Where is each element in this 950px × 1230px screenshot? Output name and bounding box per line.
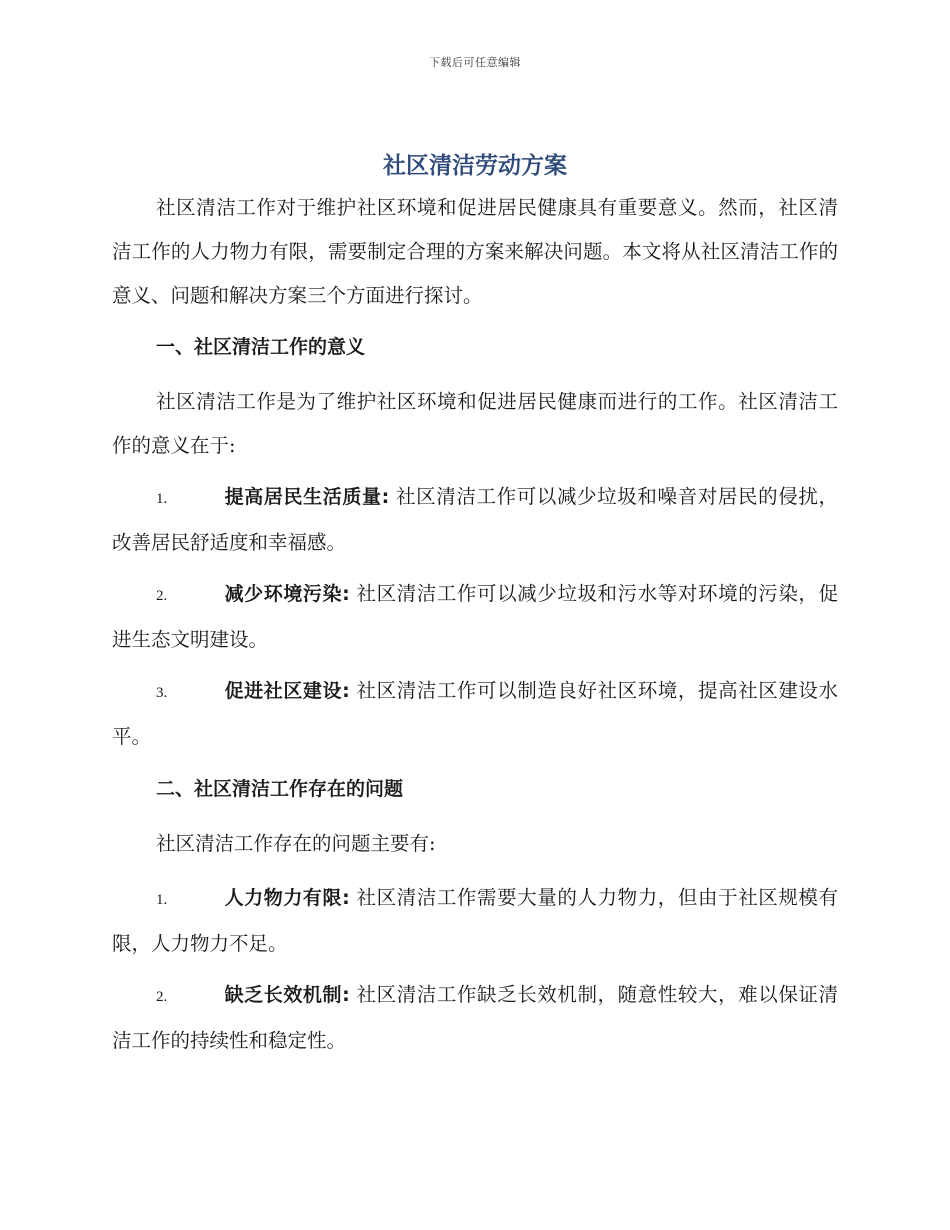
section1-heading-block [112, 325, 838, 369]
list-item [112, 475, 838, 565]
section1-item-2-block [112, 572, 838, 662]
list-text: 社区清洁工作需要大量的人力物力，但由于社区规模有限，人力物力不足。 [112, 886, 838, 955]
list-text: 社区清洁工作可以制造良好社区环境，提高社区建设水平。 [112, 679, 838, 748]
list-text: 社区清洁工作可以减少垃圾和噪音对居民的侵扰，改善居民舒适度和幸福感。 [112, 485, 838, 554]
list-item [112, 876, 838, 966]
section2-lead: 社区清洁工作存在的问题主要有: [156, 832, 436, 855]
list-number: 3. [156, 685, 168, 701]
section2-heading-block [112, 767, 838, 811]
document-title: 社区清洁劳动方案 [383, 153, 567, 179]
section1-lead: 社区清洁工作是为了维护社区环境和促进居民健康而进行的工作。社区清洁工作的意义在于: [112, 390, 838, 457]
list-label: 减少环境污染: [224, 583, 350, 605]
section1-lead-block [112, 380, 838, 468]
list-label: 人力物力有限: [224, 887, 350, 909]
section1-item-3-block [112, 669, 838, 759]
list-number: 1. [156, 491, 168, 507]
list-number: 2. [156, 989, 168, 1005]
list-item [112, 572, 838, 662]
section2-item-2-block [112, 973, 838, 1063]
list-text: 社区清洁工作缺乏长效机制，随意性较大，难以保证清洁工作的持续性和稳定性。 [112, 983, 838, 1052]
list-item [112, 973, 838, 1063]
section2-heading: 二、社区清洁工作存在的问题 [156, 778, 404, 800]
list-number: 2. [156, 588, 168, 604]
list-label: 促进社区建设: [224, 680, 350, 702]
list-label: 缺乏长效机制: [224, 984, 350, 1006]
list-text: 社区清洁工作可以减少垃圾和污水等对环境的污染，促进生态文明建设。 [112, 582, 838, 651]
section2-lead-block [112, 822, 838, 866]
list-item [112, 669, 838, 759]
intro-block [112, 186, 838, 318]
header-note: 下载后可任意编辑 [429, 56, 521, 69]
section1-heading: 一、社区清洁工作的意义 [156, 336, 366, 358]
section2-item-1-block [112, 876, 838, 966]
list-label: 提高居民生活质量: [224, 486, 390, 508]
section1-item-1-block [112, 475, 838, 565]
list-number: 1. [156, 892, 168, 908]
intro-paragraph: 社区清洁工作对于维护社区环境和促进居民健康具有重要意义。然而，社区清洁工作的人力物力有限，需要制定合理的方案来解决问题。本文将从社区清洁工作的意义、问题和解决方案三个方面进行探讨。 [112, 196, 838, 307]
